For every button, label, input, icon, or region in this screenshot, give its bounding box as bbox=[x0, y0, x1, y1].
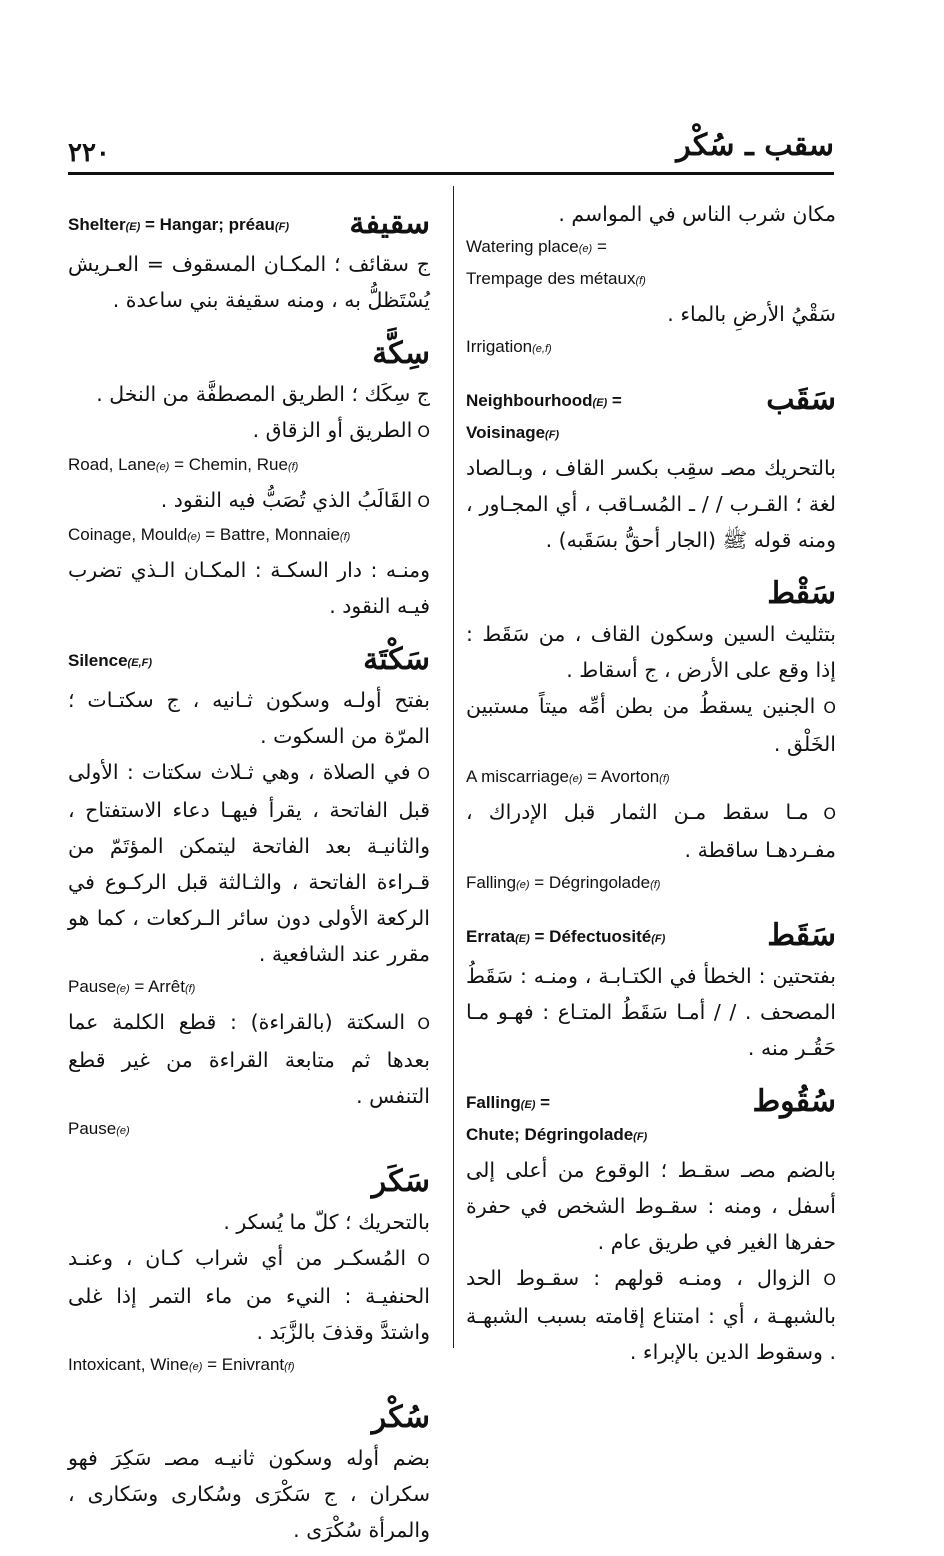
language-marker: (e) bbox=[188, 1361, 203, 1373]
spacer bbox=[466, 558, 836, 566]
definition-text bbox=[466, 958, 836, 1066]
arabic-text: بضم أوله وسكون ثانيـه مصـ سَكِرَ فهو سكران ، ج سَكْرَى وسُكارى وسَكارى ، والمرأة سُكْرَى . bbox=[68, 1446, 430, 1542]
spacer bbox=[466, 364, 836, 372]
headword: سِكَّة bbox=[372, 336, 430, 371]
definition-sense bbox=[466, 688, 836, 762]
arabic-text: بفتح أولـه وسكون ثـانيه ، ج سكتـات ؛ المرّة من السكوت . bbox=[68, 688, 430, 748]
translation-term: = Chemin, Rue bbox=[169, 455, 288, 474]
headword: سَكْتَة bbox=[363, 642, 430, 677]
translation-line bbox=[466, 922, 665, 954]
arabic-text: القَالَبُ الذي تُصَبُّ فيه النقود . bbox=[160, 488, 413, 512]
translation-line bbox=[466, 1088, 647, 1120]
headword-translation bbox=[68, 202, 289, 242]
headword: سَقَب bbox=[766, 382, 836, 417]
translation-term: = Arrêt bbox=[129, 977, 185, 996]
arabic-text: المُسكـر من أي شراب كـان ، وعنـد الحنفيـة : النيء من ماء التمر إذا غلى واشتدَّ وقذفَ بالزَّبَد . bbox=[68, 1246, 430, 1344]
arabic-text: ج سقائف ؛ المكـان المسقوف = العـريش يُسْتَظلُّ به ، ومنه سقيفة بني ساعدة . bbox=[68, 252, 430, 312]
language-marker: (F) bbox=[651, 933, 666, 945]
dictionary-entry bbox=[466, 1080, 836, 1370]
translation-line bbox=[466, 386, 622, 418]
translation-line bbox=[466, 418, 622, 450]
entry-heading bbox=[466, 572, 836, 616]
column-divider bbox=[453, 186, 454, 1348]
language-marker: (f) bbox=[287, 461, 299, 473]
language-marker: (F) bbox=[274, 221, 289, 233]
headword-translation bbox=[466, 378, 622, 450]
translation-line bbox=[68, 646, 152, 678]
arabic-text: سَقْيُ الأرضِ بالماء . bbox=[667, 302, 836, 326]
translation-term: Watering place bbox=[466, 237, 579, 256]
translation-term: Errata bbox=[466, 927, 516, 946]
definition-text bbox=[68, 376, 430, 412]
definition-sense bbox=[466, 1260, 836, 1370]
sense-bullet-icon: O bbox=[810, 1270, 836, 1289]
entry-heading bbox=[68, 638, 430, 682]
translation-term: Falling bbox=[466, 1093, 521, 1112]
page-header bbox=[68, 128, 834, 168]
definition-text bbox=[466, 196, 836, 232]
spacer bbox=[68, 1548, 430, 1556]
arabic-text: مكان شرب الناس في المواسم . bbox=[558, 202, 836, 226]
spacer bbox=[68, 1146, 430, 1154]
language-marker: (e) bbox=[116, 983, 130, 995]
translation-term: A miscarriage bbox=[466, 767, 569, 786]
translation-term: = Défectuosité bbox=[529, 927, 652, 946]
headword: سُكْر bbox=[371, 1400, 430, 1435]
language-marker: (E) bbox=[125, 221, 141, 233]
translation-term: Shelter bbox=[68, 215, 126, 234]
arabic-text: ومنـه : دار السكـة : المكـان الـذي تضرب فيـه النقود . bbox=[68, 558, 430, 618]
entry-heading bbox=[466, 378, 836, 450]
headword: سَكَر bbox=[371, 1164, 430, 1199]
language-marker: (f) bbox=[184, 983, 196, 995]
dictionary-entry bbox=[68, 1160, 430, 1382]
translation-line bbox=[466, 264, 836, 296]
spacer bbox=[466, 1066, 836, 1074]
dictionary-entry bbox=[68, 202, 430, 318]
language-marker: (f) bbox=[650, 879, 661, 891]
spacer bbox=[68, 624, 430, 632]
language-marker: (e) bbox=[568, 773, 583, 785]
dictionary-entry bbox=[466, 914, 836, 1066]
entry-heading bbox=[68, 332, 430, 376]
translation-term: Chute; Dégringolade bbox=[466, 1125, 634, 1144]
translation-line bbox=[68, 520, 430, 552]
translation-term: Falling bbox=[466, 873, 517, 892]
language-marker: (e) bbox=[155, 461, 170, 473]
translation-line bbox=[68, 210, 289, 242]
translation-term: = Dégringolade bbox=[529, 873, 651, 892]
page-number: ٢٢٠ bbox=[68, 138, 110, 168]
language-marker: (e) bbox=[578, 243, 593, 255]
translation-term: = bbox=[535, 1093, 551, 1112]
entry-heading bbox=[466, 914, 836, 958]
language-marker: (f) bbox=[284, 1361, 295, 1373]
definition-sense bbox=[466, 794, 836, 868]
translation-line bbox=[68, 1114, 430, 1146]
language-marker: (e,f) bbox=[532, 343, 552, 355]
translation-term: = bbox=[607, 391, 622, 410]
sense-bullet-icon: O bbox=[808, 804, 836, 823]
translation-term: Silence bbox=[68, 651, 128, 670]
language-marker: (F) bbox=[633, 1131, 648, 1143]
entry-heading bbox=[68, 202, 430, 246]
language-marker: (f) bbox=[339, 531, 351, 543]
headword-translation bbox=[466, 1080, 647, 1152]
arabic-text: بالتحريك ؛ كلّ ما يُسكر . bbox=[223, 1210, 430, 1234]
dictionary-entry bbox=[68, 638, 430, 1146]
translation-term: Pause bbox=[68, 977, 117, 996]
dictionary-entry bbox=[466, 378, 836, 558]
definition-sense bbox=[68, 754, 430, 972]
spacer bbox=[466, 900, 836, 908]
translation-line bbox=[466, 868, 836, 900]
arabic-text: الزوال ، ومنـه قولهم : سقـوط الحد بالشبهـة ، أي : امتناع إقامته بسبب الشبهـة . وسقوط الدين بالإبراء . bbox=[466, 1266, 836, 1364]
spacer bbox=[68, 318, 430, 326]
translation-term: Neighbourhood bbox=[466, 391, 593, 410]
language-marker: (F) bbox=[545, 429, 560, 441]
right-column bbox=[466, 196, 836, 1378]
arabic-text: الطريق أو الزقاق . bbox=[252, 418, 413, 442]
definition-text bbox=[68, 246, 430, 318]
dictionary-entry bbox=[68, 332, 430, 624]
translation-line bbox=[68, 1350, 430, 1382]
translation-term: Voisinage bbox=[466, 423, 546, 442]
translation-term: = Battre, Monnaie bbox=[200, 525, 340, 544]
definition-text bbox=[466, 296, 836, 332]
language-marker: (e) bbox=[516, 879, 530, 891]
translation-term: Coinage, Mould bbox=[68, 525, 188, 544]
definition-sense bbox=[68, 1240, 430, 1350]
running-title: سقب ـ سُكْر bbox=[676, 128, 834, 163]
definition-text bbox=[68, 1204, 430, 1240]
entry-heading bbox=[466, 1080, 836, 1152]
translation-line bbox=[466, 1120, 647, 1152]
arabic-text: الجنين يسقطُ من بطن أمِّه ميتاً مستبين الخَلْق . bbox=[466, 694, 836, 756]
definition-text bbox=[68, 682, 430, 754]
translation-term: Road, Lane bbox=[68, 455, 156, 474]
headword: سقيفة bbox=[349, 206, 430, 241]
spacer bbox=[68, 1382, 430, 1390]
definition-sense bbox=[68, 482, 430, 520]
dictionary-entry bbox=[68, 1396, 430, 1548]
definition-sense bbox=[68, 1004, 430, 1114]
language-marker: (f) bbox=[635, 275, 646, 287]
entry-heading bbox=[68, 1396, 430, 1440]
arabic-text: بفتحتين : الخطأ في الكتـابـة ، ومنـه : سَقَطُ المصحف . / / أمـا سَقَطُ المتـاع : فهـو مـا حَقُـر منه . bbox=[466, 964, 836, 1060]
arabic-text: بتثليث السين وسكون القاف ، من سَقَط : إذا وقع على الأرض ، ج أسقاط . bbox=[466, 622, 836, 682]
translation-term: Pause bbox=[68, 1119, 117, 1138]
headword: سُقُوط bbox=[752, 1084, 836, 1119]
translation-line bbox=[466, 332, 836, 364]
definition-text bbox=[466, 450, 836, 558]
translation-line bbox=[466, 232, 836, 264]
definition-text bbox=[68, 1440, 430, 1548]
translation-line bbox=[466, 762, 836, 794]
definition-text bbox=[466, 1152, 836, 1260]
language-marker: (E) bbox=[592, 397, 608, 409]
headword: سَقْط bbox=[767, 576, 836, 611]
translation-term: Irrigation bbox=[466, 337, 533, 356]
definition-sense bbox=[68, 412, 430, 450]
language-marker: (E,F) bbox=[127, 657, 152, 669]
language-marker: (f) bbox=[659, 773, 670, 785]
translation-term: Intoxicant, Wine bbox=[68, 1355, 189, 1374]
language-marker: (e) bbox=[116, 1125, 130, 1137]
sense-bullet-icon: O bbox=[815, 698, 836, 717]
translation-term: = Avorton bbox=[582, 767, 660, 786]
dictionary-entry bbox=[466, 572, 836, 900]
arabic-text: بالضم مصـ سقـط ؛ الوقوع من أعلى إلى أسفل ، ومنه : سقـوط الشخص في حفرة حفرها الغير في طريق عام . bbox=[466, 1158, 836, 1254]
header-rule bbox=[68, 172, 834, 175]
sense-bullet-icon: O bbox=[406, 1250, 430, 1269]
headword-translation bbox=[68, 638, 152, 678]
definition-text bbox=[466, 616, 836, 688]
language-marker: (E) bbox=[520, 1099, 536, 1111]
headword-translation bbox=[466, 914, 665, 954]
sense-bullet-icon: O bbox=[410, 764, 430, 783]
arabic-text: مـا سقط مـن الثمار قبل الإدراك ، مفـردهـا ساقطة . bbox=[466, 800, 836, 862]
translation-term: = Enivrant bbox=[202, 1355, 285, 1374]
arabic-text: ج سِكَك ؛ الطريق المصطفَّة من النخل . bbox=[96, 382, 430, 406]
spacer bbox=[466, 1370, 836, 1378]
translation-line bbox=[68, 972, 430, 1004]
translation-term: = Hangar; préau bbox=[140, 215, 275, 234]
entry-heading bbox=[68, 1160, 430, 1204]
translation-term: = bbox=[592, 237, 607, 256]
sense-bullet-icon: O bbox=[412, 422, 430, 441]
arabic-text: في الصلاة ، وهي ثـلاث سكتات : الأولى قبل الفاتحة ، يقرأ فيهـا دعاء الاستفتاح ، والثانيـة بعد الفاتحة ليتمكن المؤتَمّ من قـراءة الفاتحة ، والثـالثة قبل الركـوع في الركعة الأولى دون سائر الـركعات ، كما هو مقرر عند الشافعية . bbox=[68, 760, 430, 966]
language-marker: (E) bbox=[515, 933, 530, 945]
arabic-text: السكتة (بالقراءة) : قطع الكلمة عما بعدها ثم متابعة القراءة من غير قطع التنفس . bbox=[68, 1010, 430, 1108]
headword: سَقَط bbox=[767, 918, 836, 953]
sense-bullet-icon: O bbox=[405, 1014, 430, 1033]
definition-text bbox=[68, 552, 430, 624]
language-marker: (e) bbox=[187, 531, 201, 543]
sense-bullet-icon: O bbox=[412, 492, 430, 511]
translation-term: Trempage des métaux bbox=[466, 269, 636, 288]
left-column bbox=[68, 196, 430, 1556]
arabic-text: بالتحريك مصـ سقِب بكسر القاف ، وبـالصاد لغة ؛ القـرب / / ـ المُسـاقب ، أي المجـاور ، ومنه قوله ﷺ (الجار أحقُّ بسَقَبه) . bbox=[466, 456, 836, 552]
translation-line bbox=[68, 450, 430, 482]
